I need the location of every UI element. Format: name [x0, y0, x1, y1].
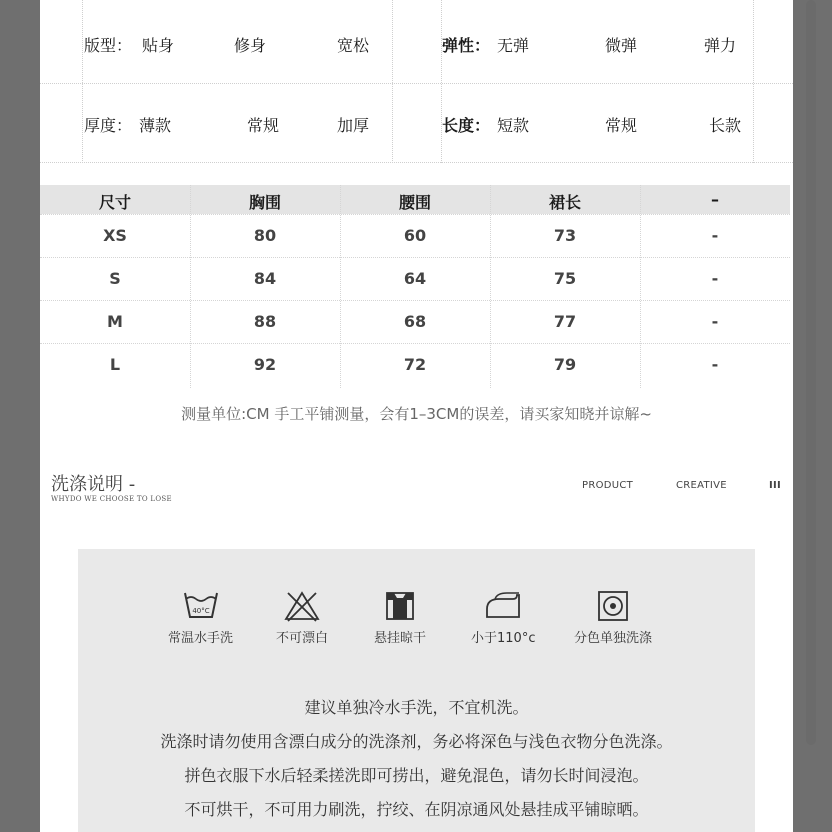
care-symbol-hand-wash	[168, 589, 233, 646]
skirt-length-cell: 79	[553, 355, 577, 374]
fit-option: 修身	[234, 36, 267, 55]
wash-section-title: 洗涤说明 -	[51, 474, 136, 495]
empty-cell: -	[711, 355, 719, 374]
wash-instruction: 不可烘干，不可用力刷洗，拧绞、在阴凉通风处悬挂成平铺晾晒。	[184, 800, 649, 819]
bust-cell: 88	[253, 312, 277, 331]
size-cell: XS	[103, 226, 127, 245]
care-label: 小于110°c	[471, 631, 536, 646]
elasticity-label: 弹性：	[442, 36, 491, 55]
column-divider	[340, 185, 341, 388]
elasticity-option: 弹力	[704, 36, 737, 55]
grid-divider	[392, 0, 393, 163]
nav-creative: CREATIVE	[676, 480, 727, 491]
thickness-label: 厚度：	[84, 116, 133, 135]
empty-cell: -	[711, 269, 719, 288]
thickness-option: 薄款	[139, 116, 172, 135]
hand-wash-icon	[181, 589, 221, 623]
table-row	[40, 343, 790, 387]
elasticity-option: 无弹	[497, 36, 530, 55]
skirt-length-cell: 77	[553, 312, 577, 331]
waist-cell: 72	[403, 355, 427, 374]
care-label: 分色单独洗涤	[574, 631, 653, 646]
wash-section-subtitle: WHYDO WE CHOOSE TO LOSE	[51, 495, 172, 503]
header-cell: 尺寸	[98, 193, 131, 212]
care-label: 常温水手洗	[168, 631, 234, 646]
grid-divider	[82, 0, 83, 163]
wash-instruction: 洗涤时请勿使用含漂白成分的洗涤剂，务必将深色与浅色衣物分色洗涤。	[160, 732, 673, 751]
length-option: 短款	[497, 116, 530, 135]
wash-instruction: 拼色衣服下水后轻柔搓洗即可捞出，避免混色，请勿长时间浸泡。	[184, 766, 649, 785]
length-option: 长款	[709, 116, 742, 135]
size-table-header	[40, 185, 790, 214]
empty-cell: -	[711, 312, 719, 331]
care-symbol-separate-wash	[574, 589, 652, 646]
grid-divider	[40, 83, 793, 84]
thickness-option: 加厚	[337, 116, 370, 135]
care-symbol-iron	[471, 589, 535, 646]
iron-icon	[483, 589, 523, 623]
header-cell: 腰围	[398, 193, 431, 212]
care-label: 不可漂白	[276, 631, 329, 646]
waist-cell: 64	[403, 269, 427, 288]
fit-label: 版型：	[84, 36, 133, 55]
separate-wash-icon	[593, 589, 633, 623]
nav-product: PRODUCT	[582, 480, 634, 491]
care-symbol-hang-dry	[374, 589, 426, 646]
size-cell: L	[109, 355, 121, 374]
wash-instruction: 建议单独冷水手洗，不宜机洗。	[304, 698, 529, 717]
grid-divider	[753, 0, 754, 163]
length-option: 常规	[605, 116, 638, 135]
grid-divider	[441, 0, 442, 163]
waist-cell: 68	[403, 312, 427, 331]
grid-divider	[40, 162, 793, 163]
size-cell: S	[109, 269, 121, 288]
measurement-note: 测量单位:CM 手工平铺测量，会有1–3CM的误差，请买家知晓并谅解~	[181, 405, 652, 423]
scrollbar[interactable]	[806, 0, 816, 745]
nav-menu: III	[769, 480, 782, 491]
skirt-length-cell: 73	[553, 226, 577, 245]
skirt-length-cell: 75	[553, 269, 577, 288]
table-row	[40, 257, 790, 301]
table-row	[40, 214, 790, 258]
attribute-grid	[40, 0, 793, 163]
empty-cell: -	[711, 226, 719, 245]
thickness-option: 常规	[247, 116, 280, 135]
header-cell: 裙长	[548, 193, 581, 212]
wash-temp-label: 40°C	[191, 607, 210, 615]
bust-cell: 92	[253, 355, 277, 374]
waist-cell: 60	[403, 226, 427, 245]
size-cell: M	[107, 312, 123, 331]
column-divider	[640, 185, 641, 388]
header-cell: 胸围	[248, 193, 281, 212]
care-panel	[78, 549, 755, 832]
header-cell: –	[711, 190, 719, 209]
care-label: 悬挂晾干	[374, 631, 427, 646]
fit-option: 贴身	[142, 36, 175, 55]
care-symbol-no-bleach	[276, 589, 328, 646]
length-label: 长度：	[442, 116, 491, 135]
bust-cell: 84	[253, 269, 277, 288]
column-divider	[490, 185, 491, 388]
elasticity-option: 微弹	[605, 36, 638, 55]
column-divider	[190, 185, 191, 388]
fit-option: 宽松	[337, 36, 370, 55]
hang-dry-icon	[380, 589, 420, 623]
product-detail-sheet	[40, 0, 793, 832]
bust-cell: 80	[253, 226, 277, 245]
table-row	[40, 300, 790, 344]
no-bleach-icon	[282, 589, 322, 623]
